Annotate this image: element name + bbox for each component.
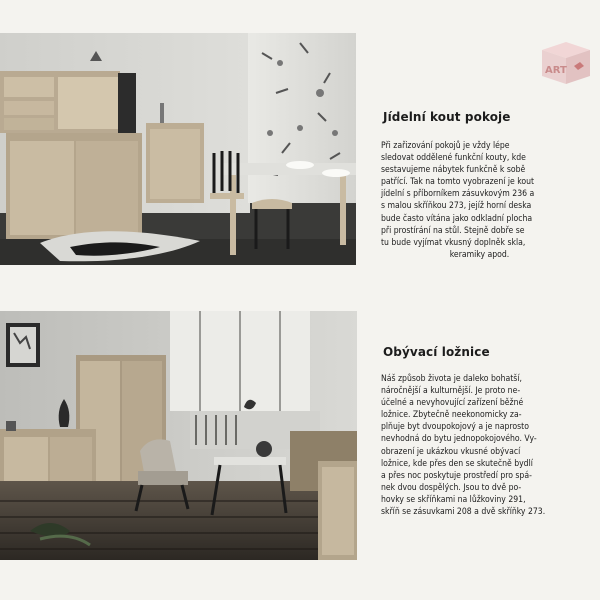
dining-corner-section [366,110,592,261]
dining-corner-text [366,140,592,261]
text-line: náročnější a kulturnější. Je proto ne- [381,386,521,397]
dining-corner-photo [0,33,356,265]
text-line: skříň se zásuvkami 208 a dvě skříňky 273. [381,507,546,518]
text-line: s malou skříňkou 273, jejíž horní deska [381,201,532,212]
dining-corner-heading: Jídelní kout pokoje [383,110,511,124]
text-line: hovky se skříňkami na lůžkoviny 291, [381,494,526,505]
text-line: při prostírání na stůl. Stejně dobře se [381,225,525,236]
text-line: patřící. Tak na tomto vyobrazení je kout [381,177,535,188]
living-bedroom-text [366,373,592,518]
text-line: a přes noc poskytuje prostředí pro spá- [381,470,532,481]
text-line: plňuje byt dvoupokojový a je naprosto [381,422,529,433]
text-line: účelné a nevyhovující zařízení běžné [381,398,524,409]
watermark-text: ART [545,65,567,76]
text-line: sestavujeme nábytek funkčně k sobě [381,165,526,176]
text-line: nek dvou dospělých. Jsou to dvě po- [381,482,522,493]
text-line: jídelní s příborníkem zásuvkovým 236 a [381,189,535,200]
art-watermark-logo [536,40,596,86]
text-line: sledovat oddělené funkční kouty, kde [381,153,526,164]
text-line: ložnice, kde přes den se skutečně bydlí [381,458,533,469]
text-line: Při zařizování pokojů je vždy lépe [381,141,510,151]
text-line: nevhodná do bytu jednopokojového. Vy- [381,434,537,445]
living-bedroom-heading: Obývací ložnice [383,345,490,359]
text-line: obrazení je ukázkou vkusné obývací [381,446,521,457]
text-line: Náš způsob života je daleko bohatší, [381,374,522,384]
living-bedroom-section [366,345,592,518]
text-line: bude často vítána jako odkladní plocha [381,213,533,224]
text-line: keramiky apod. [449,249,510,260]
text-line: ložnice. Zbytečně neekonomicky za- [381,410,522,421]
living-bedroom-photo [0,311,357,560]
text-line: tu bude vyjímat vkusný doplněk skla, [381,237,526,248]
